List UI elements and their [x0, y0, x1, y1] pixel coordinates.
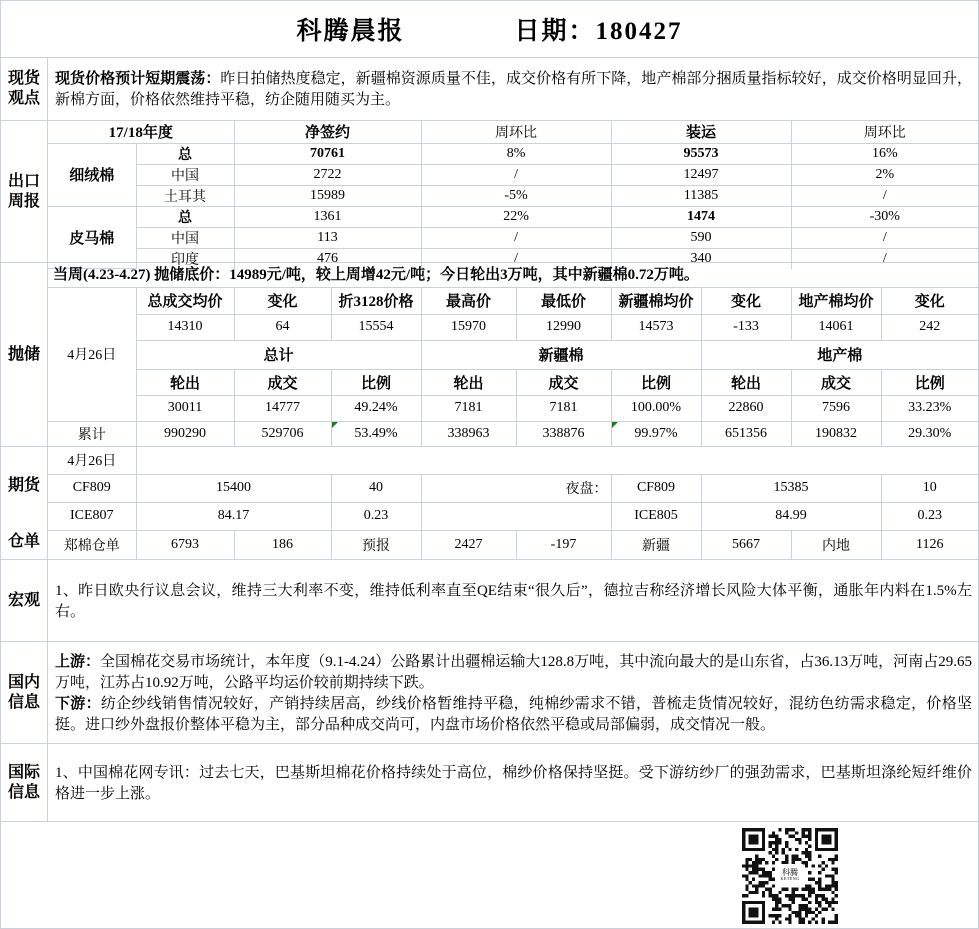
col-offered: 轮出	[136, 369, 234, 395]
cell: 64	[234, 314, 331, 340]
cell-net: 15989	[234, 185, 421, 206]
col-avg-price: 总成交均价	[136, 288, 234, 314]
cumulative-label: 累计	[48, 421, 136, 447]
cell-wow1: 22%	[421, 206, 611, 227]
col-local-avg: 地产棉均价	[791, 288, 881, 314]
group-xinjiang: 新疆棉	[421, 340, 701, 369]
table-row	[48, 185, 978, 206]
cell-item: 中国	[136, 227, 234, 248]
col-change-2: 变化	[701, 288, 791, 314]
cell: -133	[701, 314, 791, 340]
domestic-downstream-paragraph: 下游：纺企纱线销售情况较好，产销持续居高，纱线价格暂维持平稳，纯棉纱需求不错，普梳走货情况较好，混纺色纺需求稳定，价格坚挺。进口纱外盘报价整体平稳为主，部分品种成交尚可，内盘市场价格依然平稳或局部偏弱，成交情况一般。	[55, 695, 972, 733]
cell-ship: 12497	[611, 164, 791, 185]
cell: 12990	[516, 314, 611, 340]
cell: 242	[881, 314, 978, 340]
cell-wow2: -30%	[791, 206, 978, 227]
section-export	[1, 120, 978, 268]
section-spot	[1, 57, 978, 120]
cell-ship: 11385	[611, 185, 791, 206]
cell-ship: 590	[611, 227, 791, 248]
futures-date-row	[48, 447, 978, 474]
col-change-1: 变化	[234, 288, 331, 314]
cell: -197	[516, 530, 611, 560]
cell: 1126	[881, 530, 978, 560]
cell-net: 2722	[234, 164, 421, 185]
xinjiang-label: 新疆	[611, 530, 701, 560]
section-reserve	[1, 262, 978, 446]
col-xj-avg: 新疆棉均价	[611, 288, 701, 314]
col-net-sign: 净签约	[234, 121, 421, 143]
report-header	[1, 1, 978, 57]
col-dealt: 成交	[234, 369, 331, 395]
cell: 100.00%	[611, 395, 701, 421]
cell-wow2: /	[791, 185, 978, 206]
col-dealt: 成交	[791, 369, 881, 395]
section-macro	[1, 559, 978, 641]
cell-wow2: 16%	[791, 143, 978, 164]
group-upland-cotton: 细绒棉	[48, 143, 136, 206]
contract-change: 40	[331, 474, 421, 502]
col-year: 17/18年度	[48, 121, 234, 143]
cell-ship: 95573	[611, 143, 791, 164]
col-change-3: 变化	[881, 288, 978, 314]
reserve-price-value-row	[48, 314, 978, 340]
col-low: 最低价	[516, 288, 611, 314]
cell: 99.97%	[611, 421, 701, 447]
cell: 49.24%	[331, 395, 421, 421]
cell: 990290	[136, 421, 234, 447]
section-label-macro: 宏观	[1, 560, 48, 641]
cell-wow2: 2%	[791, 164, 978, 185]
cell: 14310	[136, 314, 234, 340]
cell: 14777	[234, 395, 331, 421]
futures-table	[48, 447, 978, 560]
table-row	[48, 164, 978, 185]
col-shipment: 装运	[611, 121, 791, 143]
col-ratio: 比例	[611, 369, 701, 395]
cell: 7181	[516, 395, 611, 421]
col-3128-price: 折3128价格	[331, 288, 421, 314]
reserve-group-header-row	[48, 340, 978, 369]
reserve-summary: 当周(4.23-4.27) 抛储底价：14989元/吨，较上周增42元/吨；今日轮出3万吨，其中新疆棉0.72万吨。	[48, 263, 978, 288]
cell-wow1: /	[421, 164, 611, 185]
cell-item: 印度	[136, 248, 234, 269]
contract-change: 10	[881, 474, 978, 502]
contract-price: 15385	[701, 474, 881, 502]
receipt-row	[48, 530, 978, 560]
reserve-daily-row	[48, 395, 978, 421]
contract-name: ICE805	[611, 502, 701, 530]
report-date: 日期：180427	[514, 18, 683, 45]
export-header-row	[48, 121, 978, 143]
section-label-futures	[1, 447, 48, 559]
contract-price: 84.17	[136, 502, 331, 530]
comment-flag-icon	[332, 422, 338, 428]
contract-change: 0.23	[331, 502, 421, 530]
col-wow-1: 周环比	[421, 121, 611, 143]
col-wow-2: 周环比	[791, 121, 978, 143]
futures-date: 4月26日	[48, 447, 136, 474]
cell: 2427	[421, 530, 516, 560]
cell: 190832	[791, 421, 881, 447]
cell: 338963	[421, 421, 516, 447]
group-total: 总计	[136, 340, 421, 369]
group-local: 地产棉	[701, 340, 978, 369]
cell: 33.23%	[881, 395, 978, 421]
cell: 14573	[611, 314, 701, 340]
cell-wow2: /	[791, 248, 978, 269]
cell-item: 总	[136, 143, 234, 164]
comment-flag-icon	[612, 422, 618, 428]
cell: 7181	[421, 395, 516, 421]
section-international	[1, 743, 978, 821]
table-row	[48, 206, 978, 227]
label-futures: 期货	[7, 477, 40, 494]
report-title: 科腾晨报	[296, 18, 405, 45]
section-label-domestic: 国内信息	[1, 642, 48, 743]
futures-ice-row	[48, 502, 978, 530]
upstream-label: 上游：	[55, 653, 101, 670]
section-label-international: 国际信息	[1, 744, 48, 821]
receipt-name: 郑棉仓单	[48, 530, 136, 560]
cell-item: 土耳其	[136, 185, 234, 206]
contract-price: 15400	[136, 474, 331, 502]
cell: 29.30%	[881, 421, 978, 447]
cell-item: 总	[136, 206, 234, 227]
cell: 15554	[331, 314, 421, 340]
spot-lead: 现货价格预计短期震荡：	[55, 71, 221, 87]
cell: 7596	[791, 395, 881, 421]
col-high: 最高价	[421, 288, 516, 314]
contract-change: 0.23	[881, 502, 978, 530]
cell-wow1: /	[421, 248, 611, 269]
cell-wow2: /	[791, 227, 978, 248]
reserve-table	[48, 288, 978, 447]
col-offered: 轮出	[701, 369, 791, 395]
spot-paragraph	[48, 61, 978, 117]
reserve-sub-header-row	[48, 369, 978, 395]
cell-ship: 1474	[611, 206, 791, 227]
section-label-export: 出口周报	[1, 121, 48, 262]
cell: 5667	[701, 530, 791, 560]
cell: 15970	[421, 314, 516, 340]
cell: 6793	[136, 530, 234, 560]
cell-item: 中国	[136, 164, 234, 185]
section-domestic	[1, 641, 978, 743]
export-table	[48, 121, 978, 269]
downstream-label: 下游：	[55, 695, 101, 712]
cell: 651356	[701, 421, 791, 447]
col-offered: 轮出	[421, 369, 516, 395]
contract-price: 84.99	[701, 502, 881, 530]
reserve-date: 4月26日	[48, 288, 136, 421]
table-row	[48, 143, 978, 164]
cell: 186	[234, 530, 331, 560]
section-futures	[1, 446, 978, 559]
cell-wow1: 8%	[421, 143, 611, 164]
col-dealt: 成交	[516, 369, 611, 395]
col-ratio: 比例	[331, 369, 421, 395]
qr-code	[742, 828, 838, 924]
futures-cf-row	[48, 474, 978, 502]
cell: 14061	[791, 314, 881, 340]
cell-wow1: /	[421, 227, 611, 248]
cell: 30011	[136, 395, 234, 421]
cell: 22860	[701, 395, 791, 421]
contract-name: CF809	[611, 474, 701, 502]
label-receipts: 仓单	[7, 533, 40, 550]
cell-empty	[421, 502, 611, 530]
cell-ship: 340	[611, 248, 791, 269]
cell-wow1: -5%	[421, 185, 611, 206]
reserve-price-header-row	[48, 288, 978, 314]
cell-empty	[136, 447, 978, 474]
contract-name: CF809	[48, 474, 136, 502]
inland-label: 内地	[791, 530, 881, 560]
domestic-upstream-paragraph: 上游：全国棉花交易市场统计，本年度（9.1-4.24）公路累计出疆棉运输大128.8万吨，其中流向最大的是山东省，占36.13万吨，河南占29.65万吨，江苏占10.92万吨，公路平均运价较前期持续下跌。	[55, 653, 972, 691]
table-row	[48, 227, 978, 248]
international-paragraph: 1、中国棉花网专讯：过去七天，巴基斯坦棉花价格持续处于高位，棉纱价格保持坚挺。受下游纺纱厂的强劲需求，巴基斯坦涤纶短纤维价格进一步上涨。	[55, 764, 972, 802]
qr-center-label: 科腾 KETENG	[775, 864, 805, 886]
macro-paragraph: 1、昨日欧央行议息会议，维持三大利率不变，维持低利率直至QE结束“很久后”，德拉吉称经济增长风险大体平衡，通胀年内料在1.5%左右。	[55, 582, 972, 620]
cell-net: 113	[234, 227, 421, 248]
group-pima-cotton: 皮马棉	[48, 206, 136, 269]
section-label-spot: 现货观点	[1, 58, 48, 120]
contract-name: ICE807	[48, 502, 136, 530]
cell: 338876	[516, 421, 611, 447]
footer-row	[1, 821, 978, 928]
cell-net: 476	[234, 248, 421, 269]
cell-net: 70761	[234, 143, 421, 164]
cell: 53.49%	[331, 421, 421, 447]
forecast-label: 预报	[331, 530, 421, 560]
section-label-reserve: 抛储	[1, 263, 48, 446]
night-session-label: 夜盘：	[421, 474, 611, 502]
spot-text: 昨日拍储热度稳定，新疆棉资源质量不佳，成交价格有所下降，地产棉部分捆质量指标较好，成交价格明显回升，新棉方面，价格依然维持平稳，纺企随用随买为主。	[55, 71, 972, 108]
cell: 529706	[234, 421, 331, 447]
cell-net: 1361	[234, 206, 421, 227]
reserve-cumulative-row	[48, 421, 978, 447]
col-ratio: 比例	[881, 369, 978, 395]
